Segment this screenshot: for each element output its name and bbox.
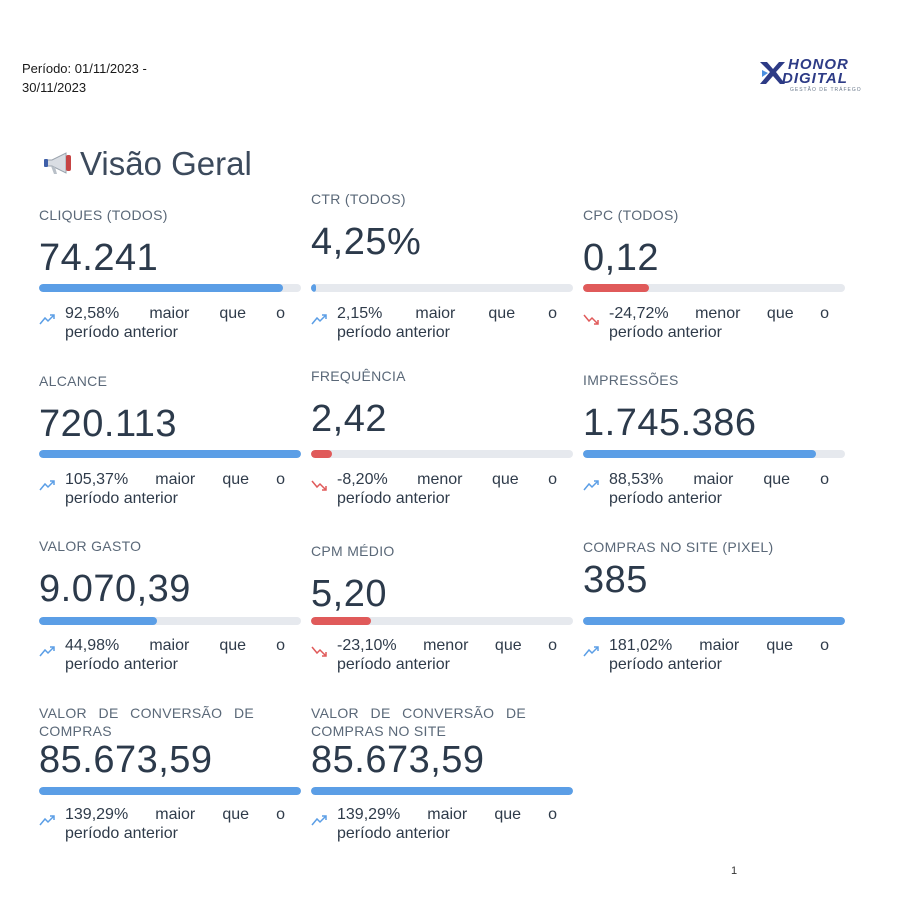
comparison-line-2: período anterior — [337, 656, 450, 673]
metric-card-alcance — [39, 372, 301, 507]
metric-bar-fill — [583, 617, 845, 625]
comparison-line-1 — [337, 805, 557, 824]
metric-label: COMPRAS NO SITE (PIXEL) — [583, 539, 774, 555]
metric-label: IMPRESSÕES — [583, 372, 679, 388]
comparison-line-1 — [337, 304, 557, 323]
trend-up-icon — [39, 644, 57, 658]
metric-bar — [39, 450, 301, 458]
metric-value: 1.745.386 — [583, 402, 757, 444]
metric-bar-fill — [39, 617, 157, 625]
comparison-line-1 — [65, 470, 285, 489]
comparison-line-1 — [609, 470, 829, 489]
comparison-line-2: período anterior — [65, 656, 178, 673]
comparison-line-2: período anterior — [65, 490, 178, 507]
period-line-1: Período: 01/11/2023 - — [22, 61, 147, 76]
trend-down-icon — [583, 312, 601, 326]
delta-direction: maior — [155, 806, 196, 823]
delta-direction: maior — [427, 806, 468, 823]
metric-value: 4,25% — [311, 221, 422, 263]
delta-value: -24,72% — [609, 305, 669, 322]
metric-label: FREQUÊNCIA — [311, 368, 406, 384]
metric-label: CTR (TODOS) — [311, 191, 406, 207]
logo-tagline: GESTÃO DE TRÁFEGO — [790, 87, 862, 93]
metric-card-valor-gasto — [39, 537, 301, 673]
metric-card-ctr — [311, 190, 573, 341]
metric-bar — [311, 284, 573, 292]
delta-rest: que o — [494, 806, 558, 823]
comparison-line-1 — [337, 470, 557, 489]
comparison-line-2: período anterior — [65, 324, 178, 341]
trend-up-icon — [583, 478, 601, 492]
trend-up-icon — [39, 312, 57, 326]
metric-value: 385 — [583, 559, 648, 601]
comparison-line-2: período anterior — [337, 490, 450, 507]
section-header — [42, 144, 252, 184]
delta-direction: maior — [149, 637, 190, 654]
metric-value: 5,20 — [311, 573, 387, 615]
delta-direction: menor — [695, 305, 741, 322]
logo-text-honor: HONOR — [788, 56, 849, 73]
comparison-line-2: período anterior — [337, 324, 450, 341]
delta-value: -23,10% — [337, 637, 397, 654]
delta-value: 44,98% — [65, 637, 120, 654]
metric-bar-fill — [39, 787, 301, 795]
delta-direction: maior — [415, 305, 456, 322]
metric-bar-fill — [311, 284, 316, 292]
delta-value: 139,29% — [337, 806, 401, 823]
delta-value: 105,37% — [65, 471, 129, 488]
delta-value: 88,53% — [609, 471, 664, 488]
trend-down-icon — [311, 644, 329, 658]
metric-label: CPC (TODOS) — [583, 207, 679, 223]
metric-bar-fill — [39, 284, 283, 292]
delta-rest: que o — [763, 471, 830, 488]
trend-up-icon — [311, 813, 329, 827]
metric-label: VALOR GASTO — [39, 538, 142, 554]
delta-value: 2,15% — [337, 305, 383, 322]
trend-down-icon — [311, 478, 329, 492]
delta-rest: que o — [222, 806, 286, 823]
comparison-line-2: período anterior — [609, 656, 722, 673]
report-period — [22, 59, 147, 97]
delta-value: 139,29% — [65, 806, 129, 823]
metric-bar — [583, 284, 845, 292]
metric-bar-fill — [311, 787, 573, 795]
delta-direction: maior — [155, 471, 196, 488]
trend-up-icon — [311, 312, 329, 326]
metric-card-valor-conversao-compras — [39, 704, 301, 842]
metric-value: 2,42 — [311, 398, 387, 440]
delta-value: 181,02% — [609, 637, 673, 654]
metric-card-impressoes — [583, 371, 845, 507]
metric-value: 85.673,59 — [311, 739, 485, 781]
metric-bar — [39, 617, 301, 625]
metric-card-valor-conversao-compras-site — [311, 704, 573, 842]
metric-label: VALOR DE CONVERSÃO DE COMPRAS NO SITE — [311, 705, 526, 739]
metric-bar-fill — [311, 450, 332, 458]
metric-bar-fill — [583, 284, 649, 292]
metric-bar — [39, 787, 301, 795]
page-number: 1 — [731, 865, 738, 877]
comparison-line-1 — [65, 304, 285, 323]
comparison-line-1 — [609, 304, 829, 323]
delta-value: -8,20% — [337, 471, 388, 488]
delta-rest: que o — [766, 305, 829, 322]
period-line-2: 30/11/2023 — [22, 80, 87, 95]
delta-rest: que o — [219, 637, 286, 654]
metric-bar — [583, 450, 845, 458]
metric-label: VALOR DE CONVERSÃO DE COMPRAS — [39, 705, 254, 739]
metric-value: 0,12 — [583, 237, 659, 279]
metric-card-compras-no-site — [583, 538, 845, 673]
comparison-line-2: período anterior — [65, 825, 178, 842]
delta-direction: maior — [699, 637, 740, 654]
delta-direction: menor — [423, 637, 469, 654]
comparison-line-1 — [337, 636, 557, 655]
metric-bar — [311, 450, 573, 458]
comparison-line-2: período anterior — [337, 825, 450, 842]
comparison-line-2: período anterior — [609, 490, 722, 507]
metric-bar-fill — [39, 450, 301, 458]
delta-rest: que o — [766, 637, 830, 654]
metric-card-cliques — [39, 206, 301, 341]
metric-label: CPM MÉDIO — [311, 543, 395, 559]
metric-card-frequencia — [311, 367, 573, 507]
megaphone-icon — [42, 149, 76, 179]
delta-value: 92,58% — [65, 305, 120, 322]
metric-card-cpm-medio — [311, 542, 573, 673]
trend-up-icon — [39, 478, 57, 492]
metric-value: 85.673,59 — [39, 739, 213, 781]
delta-rest: que o — [491, 471, 558, 488]
logo-text-digital: DIGITAL — [782, 70, 848, 87]
section-title: Visão Geral — [80, 145, 252, 182]
metric-value: 74.241 — [39, 237, 159, 279]
metric-bar — [39, 284, 301, 292]
metric-bar — [311, 617, 573, 625]
delta-rest: que o — [222, 471, 286, 488]
delta-direction: menor — [417, 471, 463, 488]
trend-up-icon — [39, 813, 57, 827]
honor-digital-logo — [758, 56, 870, 98]
delta-direction: maior — [149, 305, 190, 322]
delta-rest: que o — [488, 305, 557, 322]
metric-value: 9.070,39 — [39, 568, 191, 610]
metric-bar-fill — [583, 450, 816, 458]
delta-rest: que o — [494, 637, 557, 654]
metric-label: ALCANCE — [39, 373, 108, 389]
metric-value: 720.113 — [39, 403, 178, 445]
metric-bar — [311, 787, 573, 795]
comparison-line-1 — [65, 636, 285, 655]
comparison-line-1 — [609, 636, 829, 655]
comparison-line-2: período anterior — [609, 324, 722, 341]
metric-bar-fill — [311, 617, 371, 625]
delta-direction: maior — [693, 471, 734, 488]
trend-up-icon — [583, 644, 601, 658]
comparison-line-1 — [65, 805, 285, 824]
metric-bar — [583, 617, 845, 625]
delta-rest: que o — [219, 305, 286, 322]
metric-label: CLIQUES (TODOS) — [39, 207, 168, 223]
metric-card-cpc — [583, 206, 845, 341]
